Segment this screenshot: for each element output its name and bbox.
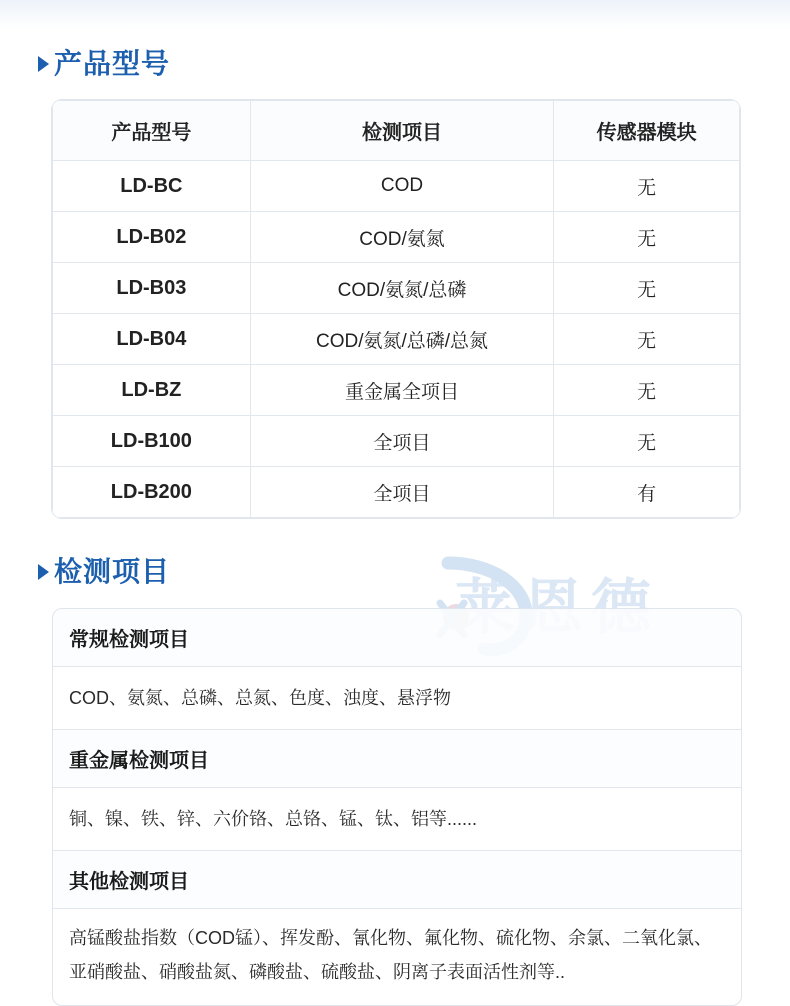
table-cell-model: LD-BC bbox=[53, 161, 251, 212]
table-cell-model: LD-B100 bbox=[53, 416, 251, 467]
table-row bbox=[53, 263, 740, 314]
items-group-body: 铜、镍、铁、锌、六价铬、总铬、锰、钛、铝等...... bbox=[53, 788, 741, 851]
table-row bbox=[53, 365, 740, 416]
items-group-body: COD、氨氮、总磷、总氮、色度、浊度、悬浮物 bbox=[53, 667, 741, 730]
table-cell-items: COD/氨氮/总磷/总氮 bbox=[250, 314, 554, 365]
section-title-items bbox=[38, 550, 170, 590]
table-cell-items: COD bbox=[250, 161, 554, 212]
section-title-models bbox=[38, 42, 170, 82]
items-group-heading: 重金属检测项目 bbox=[53, 730, 741, 788]
table-cell-items: 全项目 bbox=[250, 416, 554, 467]
table-cell-model: LD-B03 bbox=[53, 263, 251, 314]
items-group-heading: 常规检测项目 bbox=[53, 609, 741, 667]
table-cell-sensor: 无 bbox=[554, 365, 740, 416]
table-cell-sensor: 无 bbox=[554, 416, 740, 467]
triangle-bullet-icon bbox=[38, 56, 49, 72]
table-row bbox=[53, 467, 740, 518]
table-cell-model: LD-B02 bbox=[53, 212, 251, 263]
table-header-cell: 传感器模块 bbox=[554, 101, 740, 161]
table-cell-sensor: 无 bbox=[554, 161, 740, 212]
table-cell-items: 全项目 bbox=[250, 467, 554, 518]
table-cell-model: LD-B04 bbox=[53, 314, 251, 365]
table-cell-items: COD/氨氮/总磷 bbox=[250, 263, 554, 314]
table-cell-model: LD-BZ bbox=[53, 365, 251, 416]
table-header-cell: 产品型号 bbox=[53, 101, 251, 161]
table-cell-sensor: 无 bbox=[554, 212, 740, 263]
table-row bbox=[53, 212, 740, 263]
table-cell-sensor: 无 bbox=[554, 263, 740, 314]
table-row bbox=[53, 161, 740, 212]
items-group-body: 高锰酸盐指数（COD锰）、挥发酚、氰化物、氟化物、硫化物、余氯、二氧化氯、亚硝酸盐、硝酸盐氮、磷酸盐、硫酸盐、阴离子表面活性剂等.. bbox=[69, 928, 712, 982]
section-title-models-label: 产品型号 bbox=[54, 48, 171, 79]
table-cell-items: 重金属全项目 bbox=[250, 365, 554, 416]
section-title-items-label: 检测项目 bbox=[54, 556, 171, 587]
table-header-cell: 检测项目 bbox=[250, 101, 554, 161]
table-cell-sensor: 有 bbox=[554, 467, 740, 518]
triangle-bullet-icon bbox=[38, 564, 49, 580]
table-header-row bbox=[53, 101, 740, 161]
page-top-gradient bbox=[0, 0, 790, 30]
table-cell-model: LD-B200 bbox=[53, 467, 251, 518]
table-row bbox=[53, 314, 740, 365]
table-cell-items: COD/氨氮 bbox=[250, 212, 554, 263]
detection-items-panel bbox=[52, 608, 742, 1006]
table-cell-sensor: 无 bbox=[554, 314, 740, 365]
items-group-heading: 其他检测项目 bbox=[53, 851, 741, 909]
product-model-table bbox=[52, 100, 740, 518]
table-row bbox=[53, 416, 740, 467]
